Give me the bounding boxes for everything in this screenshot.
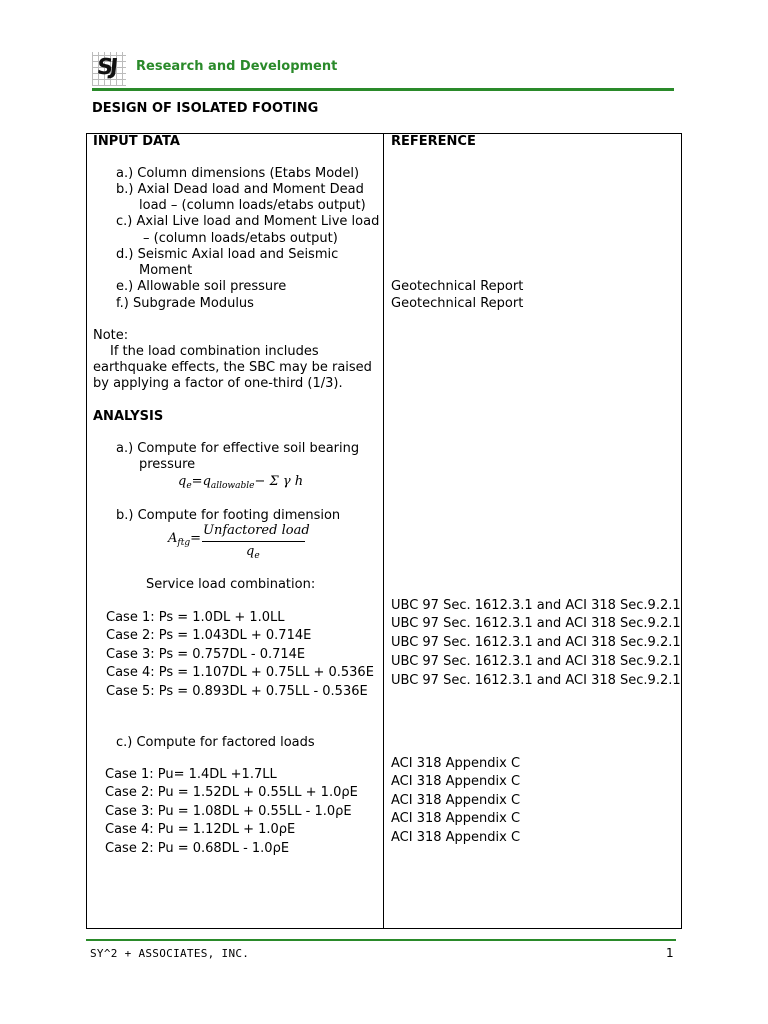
equation-footing-area [168, 531, 201, 546]
eq-a-rest: − Σ γ h [254, 474, 304, 489]
aci-ref-3: ACI 318 Appendix C [391, 793, 521, 808]
service-case-4: Case 4: Ps = 1.107DL + 0.75LL + 0.536E [106, 665, 374, 680]
service-load-heading: Service load combination: [146, 577, 316, 592]
page-number: 1 [666, 946, 674, 960]
ubc-ref-2: UBC 97 Sec. 1612.3.1 and ACI 318 Sec.9.2.1 [391, 616, 681, 631]
step-c: c.) Compute for factored loads [116, 735, 315, 750]
eq-a-lhs: q [178, 474, 187, 489]
eq-a-equals: = [191, 474, 203, 489]
document-title: DESIGN OF ISOLATED FOOTING [92, 101, 319, 116]
eq-b-den-sub: e [254, 551, 260, 561]
eq-b-fraction-bar [202, 541, 305, 542]
note-line-3: by applying a factor of one-third (1/3). [93, 376, 343, 391]
note-line-2: earthquake effects, the SBC may be raised [93, 360, 372, 375]
logo-mark: SJ [95, 55, 117, 80]
ubc-ref-4: UBC 97 Sec. 1612.3.1 and ACI 318 Sec.9.2.1 [391, 654, 681, 669]
eq-a-q: q [202, 474, 211, 489]
analysis-heading: ANALYSIS [93, 409, 164, 424]
service-case-5: Case 5: Ps = 0.893DL + 0.75LL - 0.536E [106, 684, 368, 699]
eq-a-lhs-sub: e [186, 481, 192, 491]
geo-ref-1: Geotechnical Report [391, 279, 524, 294]
eq-b-den: q [246, 544, 255, 559]
footer-rule [86, 939, 676, 941]
header-rule [92, 88, 674, 91]
input-item-b: b.) Axial Dead load and Moment Dead [116, 182, 364, 197]
footer-company: SY^2 + ASSOCIATES, INC. [90, 947, 250, 960]
input-item-d-cont: Moment [139, 263, 193, 278]
geo-ref-2: Geotechnical Report [391, 296, 524, 311]
input-item-a: a.) Column dimensions (Etabs Model) [116, 166, 360, 181]
input-item-f: f.) Subgrade Modulus [116, 296, 254, 311]
input-item-d: d.) Seismic Axial load and Seismic [116, 247, 339, 262]
input-data-heading: INPUT DATA [93, 134, 180, 149]
input-item-c-cont: – (column loads/etabs output) [143, 231, 338, 246]
aci-ref-4: ACI 318 Appendix C [391, 811, 521, 826]
eq-b-numerator: Unfactored load [203, 523, 310, 538]
service-case-1: Case 1: Ps = 1.0DL + 1.0LL [106, 610, 285, 625]
equation-effective-pressure [178, 474, 303, 489]
eq-b-denominator [246, 544, 260, 559]
aci-ref-2: ACI 318 Appendix C [391, 774, 521, 789]
ubc-ref-1: UBC 97 Sec. 1612.3.1 and ACI 318 Sec.9.2.1 [391, 598, 681, 613]
step-b: b.) Compute for footing dimension [116, 508, 341, 523]
input-item-c: c.) Axial Live load and Moment Live load [116, 214, 380, 229]
note-label: Note: [93, 328, 129, 343]
step-a: a.) Compute for effective soil bearing [116, 441, 360, 456]
eq-b-lhs: A [168, 531, 178, 546]
eq-b-lhs-sub: ftg [177, 538, 191, 548]
service-case-2: Case 2: Ps = 1.043DL + 0.714E [106, 628, 312, 643]
company-logo [92, 52, 126, 86]
factored-case-4: Case 4: Pu = 1.12DL + 1.0ρE [105, 822, 296, 837]
aci-ref-5: ACI 318 Appendix C [391, 830, 521, 845]
column-divider [383, 133, 384, 929]
eq-b-equals: = [190, 531, 202, 546]
factored-case-5: Case 2: Pu = 0.68DL - 1.0ρE [105, 841, 290, 856]
factored-case-2: Case 2: Pu = 1.52DL + 0.55LL + 1.0ρE [105, 785, 358, 800]
factored-case-1: Case 1: Pu= 1.4DL +1.7LL [105, 767, 277, 782]
eq-a-q-sub: allowable [210, 481, 255, 491]
note-line-1: If the load combination includes [110, 344, 319, 359]
ubc-ref-3: UBC 97 Sec. 1612.3.1 and ACI 318 Sec.9.2.1 [391, 635, 681, 650]
service-case-3: Case 3: Ps = 0.757DL - 0.714E [106, 647, 306, 662]
input-item-e: e.) Allowable soil pressure [116, 279, 287, 294]
ubc-ref-5: UBC 97 Sec. 1612.3.1 and ACI 318 Sec.9.2.1 [391, 673, 681, 688]
reference-heading: REFERENCE [391, 134, 476, 149]
aci-ref-1: ACI 318 Appendix C [391, 756, 521, 771]
factored-case-3: Case 3: Pu = 1.08DL + 0.55LL - 1.0ρE [105, 804, 352, 819]
input-item-b-cont: load – (column loads/etabs output) [139, 198, 366, 213]
brand-label: Research and Development [136, 59, 338, 74]
step-a-cont: pressure [139, 457, 196, 472]
